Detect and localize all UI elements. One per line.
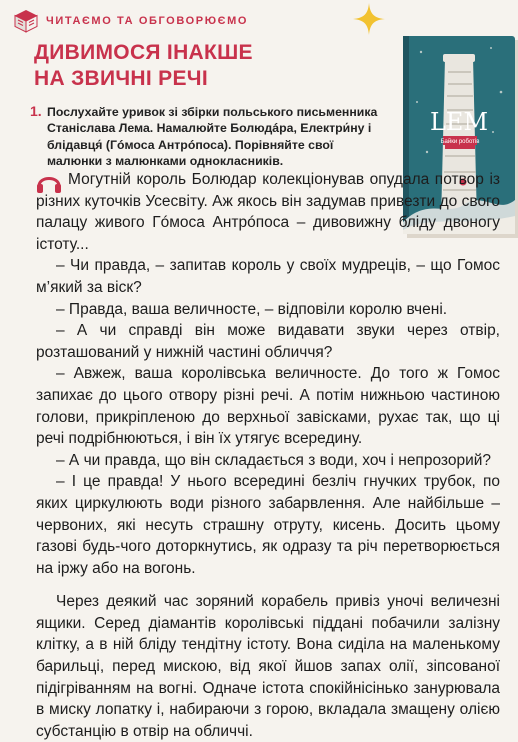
story-paragraph-6: – А чи правда, що він складається з води, хоч і непрозорий? <box>56 451 492 469</box>
lesson-title <box>34 40 253 92</box>
story-paragraph-8: Через деякий час зоряний корабель привіз уночі величезні ящики. Серед діамантів королівські піддані побачили залізну клітку, а в ній бліду тендітну істоту. Вона сиділа на маленькому барильці, перед мискою, від якої йшов запах олії, зіпсованої підігріванням на вогні. Одначе істота спокійнісінько занурювала в миску лопатку і, набираючи з горою, вкладала змащену олією субстанцію в отвір на обличчі. <box>36 593 500 740</box>
lesson-title-line-2: НА ЗВИЧНІ РЕЧІ <box>34 67 208 90</box>
task-text: Послухайте уривок зі збірки польського письменника Станіслава Лема. Намалюйте Болюдáра, Електри́ну і блідавця́ (Гóмоса Антрóпоса). Порівняйте свої малюнки з малюнками однокласників. <box>47 105 378 169</box>
story-paragraph-2: – Чи правда, – запитав король у своїх мудреців, – що Гомос м’який за віск? <box>36 257 500 296</box>
task-1 <box>30 103 382 170</box>
section-label: ЧИТАЄМО ТА ОБГОВОРЮЄМО <box>46 15 248 27</box>
book-cube-icon <box>14 9 38 33</box>
star-icon <box>352 2 386 36</box>
story-paragraph-7: – І це правда! У нього всередині безліч гнучких трубок, по яких циркулюють води різного забарвлення. Але найбільше – червоних, які несуть страшну отруту, кисень. Досить цьому газові будь-чого доторкнутись, як одразу та річ перетворюється на іржу або на вогонь. <box>36 473 500 577</box>
lesson-title-line-1: ДИВИМОСЯ ІНАКШЕ <box>34 41 253 64</box>
book-author-text: LEM <box>429 108 489 136</box>
story-text <box>36 169 500 742</box>
story-paragraph-4: – А чи справді він може видавати звуки через отвір, розташований у нижній частині обличчя? <box>36 322 500 361</box>
story-paragraph-1: Могутній король Болюдар колекціонував опудала потвор із різних куточків Усесвіту. Аж якось він задумав привезти до свого палацу живого Гóмоса Антрóпоса – дивовижну бліду двоногу істоту... <box>36 171 500 253</box>
section-header <box>14 9 248 33</box>
story-paragraph-5: – Авжеж, ваша королівська величносте. До того ж Гомос запихає до цього отвору різні речі. А потім нижньою частиною голови, прикріпленою до верхньої завісками, рухає так, що ці речі подрібнюються, і він їх утягує всередину. <box>36 365 500 448</box>
book-subtitle-text: Байки роботів <box>440 139 480 145</box>
task-number: 1. <box>30 103 42 119</box>
story-paragraph-3: – Правда, ваша величносте, – відповіли королю вчені. <box>56 300 448 318</box>
